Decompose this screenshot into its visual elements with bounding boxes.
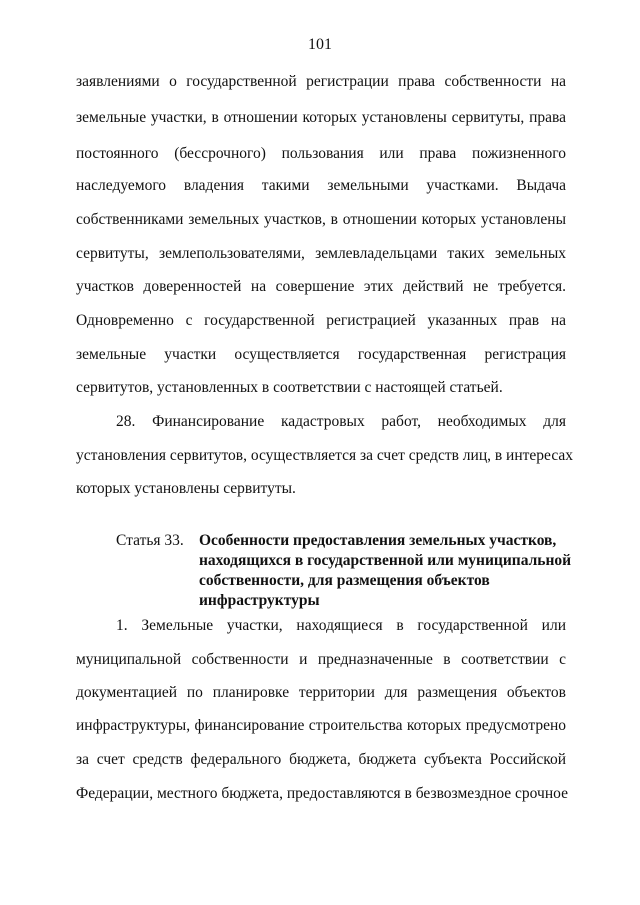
text-line: земельные участки осуществляется государственная регистрация: [76, 346, 566, 363]
text-line: земельные участки, в отношении которых установлены сервитуты, права: [76, 109, 566, 126]
text-line: участков доверенностей на совершение этих действий не требуется.: [76, 278, 566, 295]
article-title-line: собственности, для размещения объектов: [199, 572, 490, 589]
text-line: Федерации, местного бюджета, предоставляются в безвозмездное срочное: [76, 785, 568, 802]
text-line: инфраструктуры, финансирование строительства которых предусмотрено: [76, 717, 566, 734]
text-line: которых установлены сервитуты.: [76, 480, 296, 497]
text-line: 1. Земельные участки, находящиеся в государственной или: [116, 617, 566, 634]
article-label: Статья 33.: [116, 532, 184, 549]
text-line: сервитуты, землепользователями, землевладельцами таких земельных: [76, 245, 566, 262]
article-title: [199, 531, 579, 611]
page-number: 101: [308, 36, 332, 53]
text-line: установления сервитутов, осуществляется за счет средств лиц, в интересах: [76, 447, 574, 464]
article-title-line: инфраструктуры: [199, 592, 320, 609]
text-line: сервитутов, установленных в соответствии с настоящей статьей.: [76, 379, 503, 396]
text-line: муниципальной собственности и предназначенные в соответствии с: [76, 651, 566, 668]
text-line: Одновременно с государственной регистрацией указанных прав на: [76, 312, 566, 329]
text-line: 28. Финансирование кадастровых работ, необходимых для: [116, 413, 566, 430]
text-line: заявлениями о государственной регистрации права собственности на: [76, 73, 566, 90]
text-line: наследуемого владения такими земельными участками. Выдача: [76, 177, 566, 194]
text-line: собственниками земельных участков, в отношении которых установлены: [76, 211, 566, 228]
article-title-line: находящихся в государственной или муниципальной: [199, 552, 572, 569]
text-line: за счет средств федерального бюджета, бюджета субъекта Российской: [76, 751, 566, 768]
text-line: постоянного (бессрочного) пользования или права пожизненного: [76, 145, 566, 162]
article-title-line: Особенности предоставления земельных участков,: [199, 532, 557, 549]
text-line: документацией по планировке территории для размещения объектов: [76, 684, 566, 701]
